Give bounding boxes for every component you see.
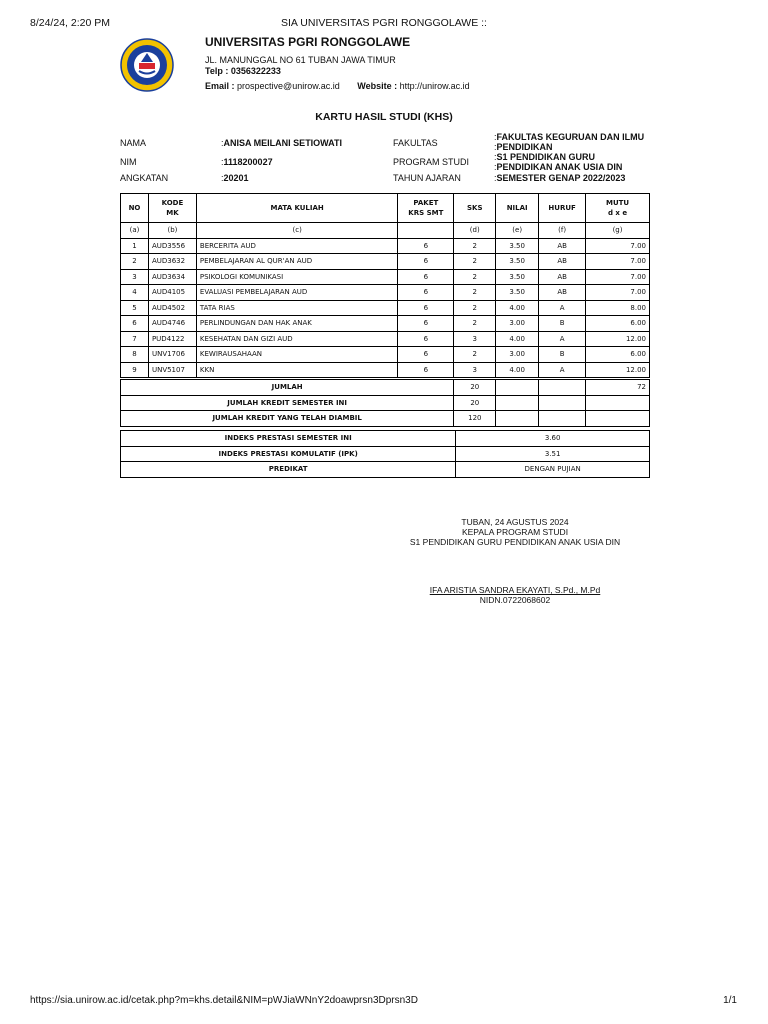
university-address: JL. MANUNGGAL NO 61 TUBAN JAWA TIMUR xyxy=(205,55,396,65)
row-huruf: AB xyxy=(539,269,586,285)
jumlah-row: JUMLAH 20 72 xyxy=(121,380,650,396)
row-no: 3 xyxy=(121,269,149,285)
predikat-row: PREDIKAT DENGAN PUJIAN xyxy=(121,462,650,478)
prodi-value: :S1 PENDIDIKAN GURU :PENDIDIKAN ANAK USIA DIN xyxy=(494,152,623,172)
row-sks: 2 xyxy=(454,316,496,332)
table-row xyxy=(121,300,650,316)
row-mutu: 7.00 xyxy=(586,269,650,285)
row-mutu: 6.00 xyxy=(586,316,650,332)
row-sks: 2 xyxy=(454,254,496,270)
ip-table xyxy=(120,430,650,478)
table-row xyxy=(121,316,650,332)
row-sks: 2 xyxy=(454,300,496,316)
row-paket: 6 xyxy=(398,316,454,332)
row-huruf: A xyxy=(539,300,586,316)
row-huruf: AB xyxy=(539,254,586,270)
university-name: UNIVERSITAS PGRI RONGGOLAWE xyxy=(205,35,411,49)
print-page-title: SIA UNIVERSITAS PGRI RONGGOLAWE :: xyxy=(281,17,487,29)
row-kode: AUD4105 xyxy=(148,285,196,301)
table-row xyxy=(121,362,650,378)
row-kode: AUD3556 xyxy=(148,238,196,254)
kredit-total-row: JUMLAH KREDIT YANG TELAH DIAMBIL 120 xyxy=(121,411,650,427)
tahun-label: TAHUN AJARAN xyxy=(393,173,461,183)
row-paket: 6 xyxy=(398,254,454,270)
row-mutu: 12.00 xyxy=(586,331,650,347)
website-value: http://unirow.ac.id xyxy=(399,81,470,91)
university-telp: Telp : 0356322233 xyxy=(205,66,281,76)
col-kode: KODE MK xyxy=(148,194,196,223)
kredit-semester-row: JUMLAH KREDIT SEMESTER INI 20 xyxy=(121,395,650,411)
table-row xyxy=(121,238,650,254)
row-mutu: 6.00 xyxy=(586,347,650,363)
signature-role: KEPALA PROGRAM STUDI xyxy=(461,527,569,537)
grades-table xyxy=(120,193,650,378)
row-huruf: A xyxy=(539,331,586,347)
row-sks: 2 xyxy=(454,238,496,254)
email-value: prospective@unirow.ac.id xyxy=(237,81,340,91)
row-huruf: B xyxy=(539,347,586,363)
telp-value: 0356322233 xyxy=(230,66,281,76)
university-contact: Email : prospective@unirow.ac.id Website : http://unirow.ac.id xyxy=(205,81,470,91)
row-paket: 6 xyxy=(398,285,454,301)
table-header-row xyxy=(121,194,650,223)
row-paket: 6 xyxy=(398,300,454,316)
nama-label: NAMA xyxy=(120,138,147,148)
row-no: 2 xyxy=(121,254,149,270)
row-no: 5 xyxy=(121,300,149,316)
row-kode: AUD4502 xyxy=(148,300,196,316)
row-kode: UNV5107 xyxy=(148,362,196,378)
angkatan-label: ANGKATAN xyxy=(120,173,169,183)
row-nilai: 4.00 xyxy=(496,362,539,378)
print-datetime: 8/24/24, 2:20 PM xyxy=(30,17,110,29)
row-sks: 3 xyxy=(454,362,496,378)
row-nilai: 3.50 xyxy=(496,254,539,270)
col-mata-kuliah: MATA KULIAH xyxy=(196,194,397,223)
row-no: 7 xyxy=(121,331,149,347)
ips-row: INDEKS PRESTASI SEMESTER INI 3.60 xyxy=(121,431,650,447)
row-kode: AUD3634 xyxy=(148,269,196,285)
totals-table xyxy=(120,379,650,427)
print-page-number: 1/1 xyxy=(723,995,737,1006)
row-huruf: AB xyxy=(539,285,586,301)
row-mata-kuliah: PEMBELAJARAN AL QUR'AN AUD xyxy=(196,254,397,270)
col-sks: SKS xyxy=(454,194,496,223)
nim-value: :1118200027 xyxy=(221,157,273,167)
document-title: KARTU HASIL STUDI (KHS) xyxy=(315,111,453,123)
row-paket: 6 xyxy=(398,238,454,254)
fakultas-label: FAKULTAS xyxy=(393,138,438,148)
row-nilai: 3.00 xyxy=(496,347,539,363)
signature-name: IFA ARISTIA SANDRA EKAYATI, S.Pd., M.Pd xyxy=(429,585,601,595)
row-mutu: 7.00 xyxy=(586,254,650,270)
row-paket: 6 xyxy=(398,347,454,363)
table-row xyxy=(121,331,650,347)
row-mata-kuliah: BERCERITA AUD xyxy=(196,238,397,254)
nim-label: NIM xyxy=(120,157,137,167)
row-huruf: B xyxy=(539,316,586,332)
predikat-value: DENGAN PUJIAN xyxy=(456,462,650,478)
table-row xyxy=(121,347,650,363)
ips-value: 3.60 xyxy=(456,431,650,447)
row-mata-kuliah: KEWIRAUSAHAAN xyxy=(196,347,397,363)
fakultas-value: :FAKULTAS KEGURUAN DAN ILMU :PENDIDIKAN xyxy=(494,132,645,152)
row-kode: AUD4746 xyxy=(148,316,196,332)
tahun-value: :SEMESTER GENAP 2022/2023 xyxy=(494,173,626,183)
university-logo-icon xyxy=(120,38,174,92)
row-nilai: 3.50 xyxy=(496,285,539,301)
row-nilai: 3.00 xyxy=(496,316,539,332)
col-huruf: HURUF xyxy=(539,194,586,223)
row-sks: 2 xyxy=(454,285,496,301)
col-mutu: MUTU d x e xyxy=(586,194,650,223)
row-sks: 2 xyxy=(454,269,496,285)
row-kode: AUD3632 xyxy=(148,254,196,270)
row-kode: PUD4122 xyxy=(148,331,196,347)
col-paket: PAKET KRS SMT xyxy=(398,194,454,223)
row-mata-kuliah: PSIKOLOGI KOMUNIKASI xyxy=(196,269,397,285)
row-no: 4 xyxy=(121,285,149,301)
row-sks: 3 xyxy=(454,331,496,347)
table-row xyxy=(121,269,650,285)
angkatan-value: :20201 xyxy=(221,173,249,183)
row-nilai: 4.00 xyxy=(496,300,539,316)
row-no: 8 xyxy=(121,347,149,363)
row-mata-kuliah: PERLINDUNGAN DAN HAK ANAK xyxy=(196,316,397,332)
row-mutu: 8.00 xyxy=(586,300,650,316)
col-nilai: NILAI xyxy=(496,194,539,223)
row-paket: 6 xyxy=(398,269,454,285)
row-nilai: 3.50 xyxy=(496,238,539,254)
row-paket: 6 xyxy=(398,362,454,378)
row-nilai: 4.00 xyxy=(496,331,539,347)
row-sks: 2 xyxy=(454,347,496,363)
col-no: NO xyxy=(121,194,149,223)
row-mata-kuliah: KESEHATAN DAN GIZI AUD xyxy=(196,331,397,347)
signature-place-date: TUBAN, 24 AGUSTUS 2024 xyxy=(461,517,569,527)
row-mata-kuliah: KKN xyxy=(196,362,397,378)
print-url: https://sia.unirow.ac.id/cetak.php?m=khs.detail&NIM=pWJiaWNnY2doawprsn3Dprsn3D xyxy=(30,995,418,1006)
row-mata-kuliah: EVALUASI PEMBELAJARAN AUD xyxy=(196,285,397,301)
row-nilai: 3.50 xyxy=(496,269,539,285)
table-row xyxy=(121,254,650,270)
row-kode: UNV1706 xyxy=(148,347,196,363)
ipk-value: 3.51 xyxy=(456,446,650,462)
row-no: 9 xyxy=(121,362,149,378)
nama-value: :ANISA MEILANI SETIOWATI xyxy=(221,138,343,148)
prodi-label: PROGRAM STUDI xyxy=(393,157,470,167)
row-no: 1 xyxy=(121,238,149,254)
signature-prodi: S1 PENDIDIKAN GURU PENDIDIKAN ANAK USIA DIN xyxy=(409,537,621,547)
ipk-row: INDEKS PRESTASI KOMULATIF (IPK) 3.51 xyxy=(121,446,650,462)
signature-nidn: NIDN.0722068602 xyxy=(479,595,551,605)
row-mutu: 7.00 xyxy=(586,285,650,301)
row-mutu: 12.00 xyxy=(586,362,650,378)
row-no: 6 xyxy=(121,316,149,332)
table-subheader-row: (a) (b) (c) (d) (e) (f) (g) xyxy=(121,223,650,239)
row-huruf: A xyxy=(539,362,586,378)
row-huruf: AB xyxy=(539,238,586,254)
row-mutu: 7.00 xyxy=(586,238,650,254)
row-mata-kuliah: TATA RIAS xyxy=(196,300,397,316)
row-paket: 6 xyxy=(398,331,454,347)
table-row xyxy=(121,285,650,301)
